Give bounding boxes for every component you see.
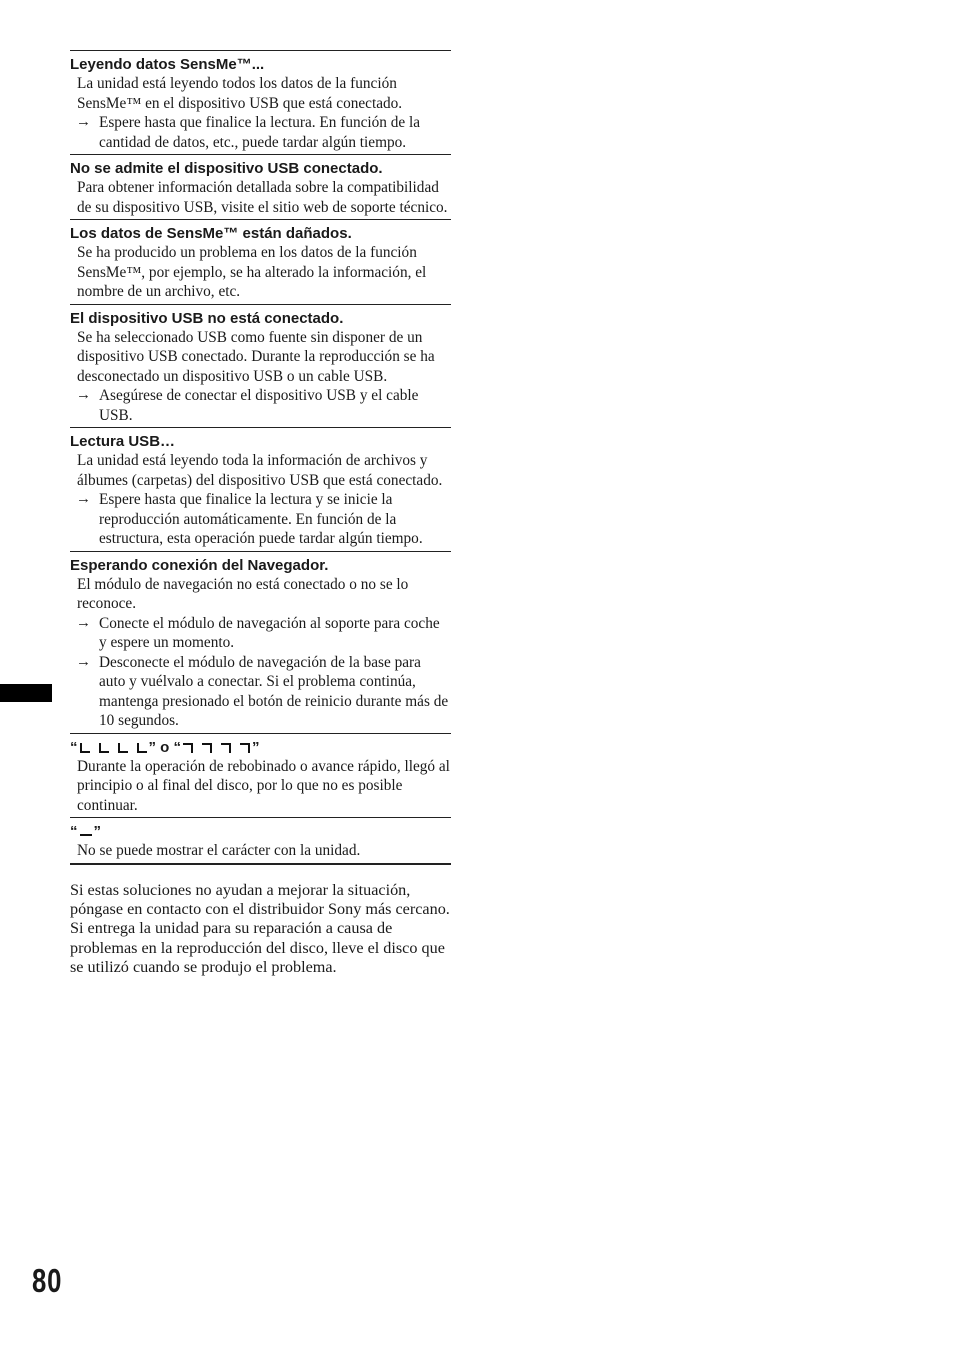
message-entry (70, 154, 451, 219)
arrow-icon: → (76, 491, 91, 507)
underscore-segment-icon (80, 825, 92, 836)
message-heading: Lectura USB… (70, 433, 176, 450)
remedy-text: Conecte el módulo de navegación al soporte para coche y espere un momento. (99, 614, 440, 651)
message-heading: El dispositivo USB no está conectado. (70, 309, 344, 327)
remedy-step (70, 490, 451, 549)
message-entry (70, 219, 451, 304)
closing-note (70, 881, 451, 978)
message-entry (70, 50, 451, 154)
message-description: Se ha producido un problema en los datos de la función SensMe™, por ejemplo, se ha alterado la información, el nombre de un archivo, etc. (77, 244, 427, 300)
message-description: Durante la operación de rebobinado o avance rápido, llegó al principio o al final del disco, por lo que no es posible continuar. (77, 757, 450, 814)
troubleshooting-column (70, 50, 451, 978)
closing-paragraph: Si entrega la unidad para su reparación a causa de problemas en la reproducción del disco, lleve el disco que se utilizó cuando se produjo el problema. (70, 919, 445, 977)
remedy-step (70, 113, 451, 152)
segment-symbol-heading: “ ” (70, 823, 101, 840)
message-entry (70, 427, 451, 551)
message-description: La unidad está leyendo toda la información de archivos y álbumes (carpetas) del dispositivo USB que está conectado. (77, 452, 443, 489)
rewind-segments-icon (80, 743, 147, 753)
remedy-text: Desconecte el módulo de navegación de la base para auto y vuélvalo a conectar. Si el problema continúa, mantenga presionado el botón de reinicio durante más de 10 segundos. (99, 653, 449, 729)
message-entry (70, 304, 451, 428)
remedy-step (70, 653, 451, 731)
message-description: La unidad está leyendo todos los datos de la función SensMe™ en el dispositivo USB que está conectado. (77, 75, 403, 112)
message-description: El módulo de navegación no está conectado o no se lo reconoce. (77, 575, 409, 612)
section-tab-marker (0, 684, 52, 702)
remedy-text: Espere hasta que finalice la lectura y se inicie la reproducción automáticamente. En función de la estructura, esta operación puede tardar algún tiempo. (99, 491, 423, 547)
forward-segments-icon (183, 743, 250, 753)
remedy-step (70, 386, 451, 425)
message-heading: No se admite el dispositivo USB conectado. (70, 160, 383, 177)
message-entry (70, 551, 451, 733)
message-heading: Leyendo datos SensMe™... (70, 56, 265, 73)
arrow-icon: → (76, 387, 91, 403)
page-number: 80 (32, 1262, 63, 1299)
message-entry (70, 733, 451, 818)
arrow-icon: → (76, 653, 91, 670)
remedy-step (70, 614, 451, 653)
message-description: Se ha seleccionado USB como fuente sin disponer de un dispositivo USB conectado. Durante la reproducción se ha desconectado un dispositivo USB o un cable USB. (77, 328, 435, 385)
message-entry (70, 817, 451, 865)
arrow-icon: → (76, 614, 91, 631)
segment-symbol-heading: “ ” o “ ” (70, 738, 260, 756)
remedy-text: Espere hasta que finalice la lectura. En función de la cantidad de datos, etc., puede tardar algún tiempo. (99, 114, 421, 151)
message-description: No se puede mostrar el carácter con la unidad. (77, 842, 361, 859)
closing-paragraph: Si estas soluciones no ayudan a mejorar la situación, póngase en contacto con el distribuidor Sony más cercano. (70, 880, 450, 918)
message-heading: Los datos de SensMe™ están dañados. (70, 225, 352, 242)
remedy-text: Asegúrese de conectar el dispositivo USB y el cable USB. (99, 387, 419, 424)
message-heading: Esperando conexión del Navegador. (70, 556, 329, 574)
arrow-icon: → (76, 114, 91, 130)
message-description: Para obtener información detallada sobre la compatibilidad de su dispositivo USB, visite el sitio web de soporte técnico. (77, 179, 448, 216)
